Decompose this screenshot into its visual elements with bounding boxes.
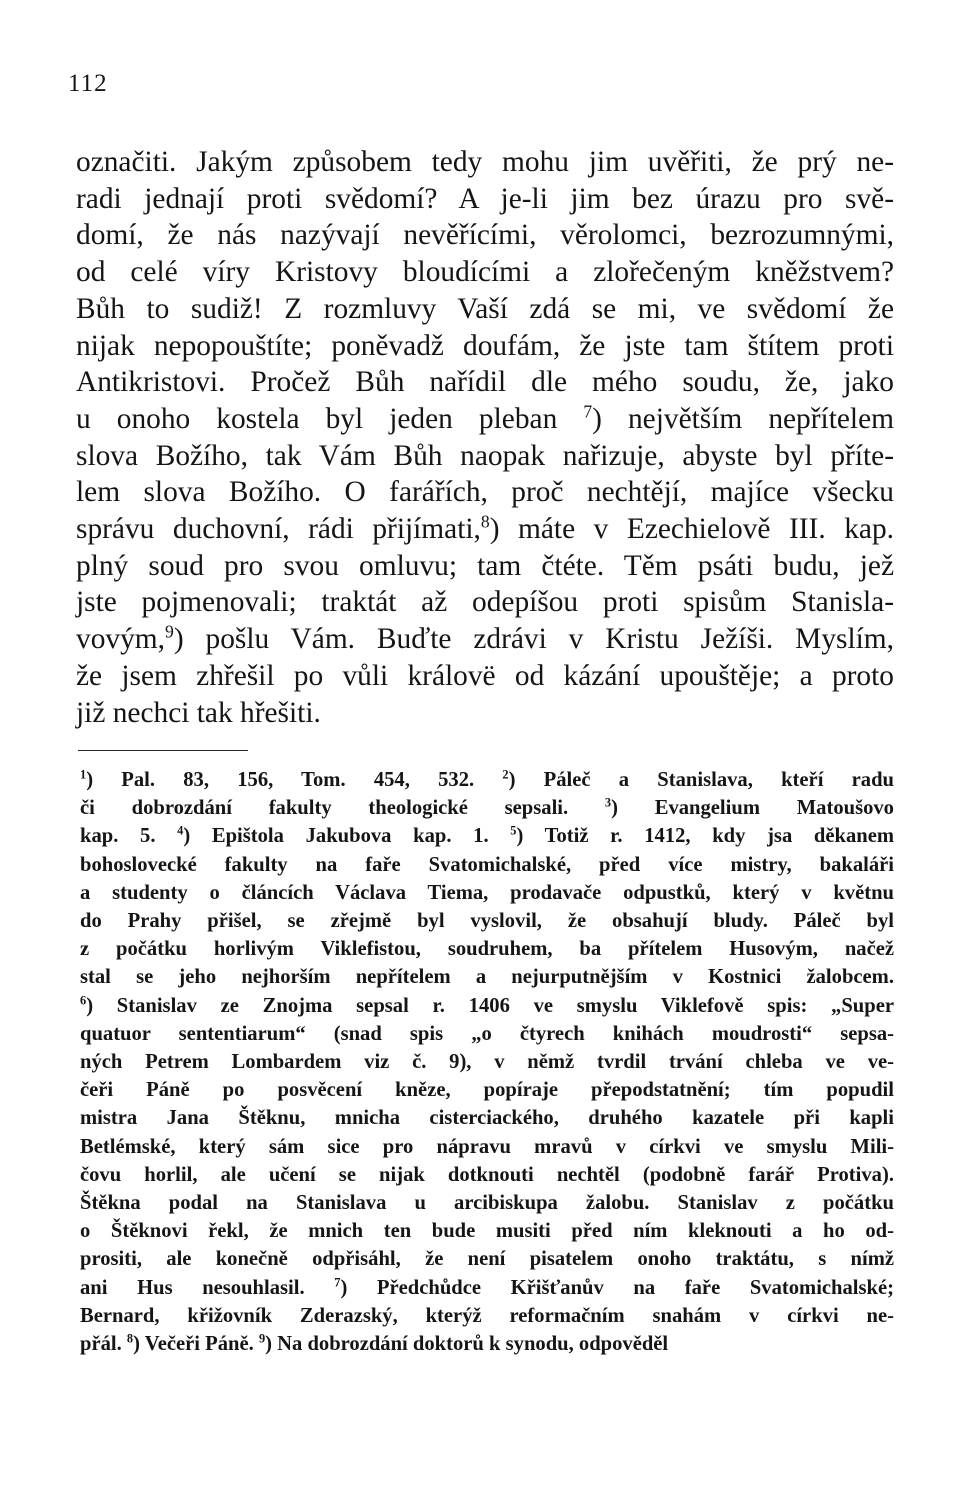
text-run: ) největším nepřítelem [592, 402, 894, 435]
footnote-line: o Štěknovi řekl, že mnich ten bude musiti před ním kleknouti a ho od- [80, 1220, 894, 1243]
text-run: ) Evangelium Matoušovo [611, 797, 894, 820]
body-text-line: lem slova Božího. O farářích, proč nechtějí, majíce všecku [76, 476, 894, 509]
footnote-line: stal se jeho nejhorším nepřítelem a nejurputnějším v Kostnici žalobcem. [80, 966, 894, 989]
footnote-marker: 8 [480, 511, 490, 532]
footnote-line: do Prahy přišel, se zřejmě byl vyslovil, že obsahují bludy. Páleč byl [80, 910, 894, 933]
body-text-line: radi jednají proti svědomí? A je-li jim bez úrazu pro svě- [76, 182, 894, 215]
footnote-line: quatuor sententiarum“ (snad spis „o čtyrech knihách moudrosti“ sepsa- [80, 1022, 894, 1045]
text-run: ) Na dobrozdání doktorů k synodu, odpověděl [265, 1333, 669, 1356]
footnote-line [80, 794, 894, 822]
text-run: kap. 5. [80, 825, 178, 848]
body-text-line [76, 511, 894, 548]
text-run: či dobrozdání fakulty theologické sepsali. [80, 797, 605, 820]
footnote-line [80, 822, 894, 850]
footnote-line: Bernard, křižovník Zderazský, kterýž reformačním snahám v církvi ne- [80, 1304, 894, 1327]
body-text-line: slova Božího, tak Vám Bůh naopak nařizuje, abyste byl příte- [76, 439, 894, 472]
footnote-marker: 7 [334, 1275, 341, 1290]
text-run: ) máte v Ezechielově III. kap. [489, 513, 894, 546]
text-run: ani Hus nesouhlasil. [80, 1276, 335, 1299]
footnotes [80, 766, 894, 1358]
body-text-line: plný soud pro svou omluvu; tam čtéte. Těm psáti budu, jež [76, 549, 894, 582]
footnote-line [80, 992, 894, 1020]
footnote-line: Štěkna podal na Stanislava u arcibiskupa žalobu. Stanislav z počátku [80, 1192, 894, 1215]
body-text-line [76, 621, 894, 658]
footnote-marker: 2 [502, 767, 509, 782]
body-text-line: že jsem zhřešil po vůli královë od kázání upouštěje; a proto [76, 659, 894, 692]
footnote-line [80, 1330, 894, 1358]
body-text-line: od celé víry Kristovy bloudícími a zlořečeným kněžstvem? [76, 256, 894, 289]
body-text-line: jste pojmenovali; traktát až odepíšou proti spisům Stanisla- [76, 586, 894, 619]
footnote-marker: 8 [126, 1331, 134, 1346]
text-run: ) Stanislav ze Znojma sepsal r. 1406 ve smyslu Viklefově spis: „Super [86, 994, 894, 1017]
body-text-line: nijak nepopouštíte; poněvadž doufám, že jste tam štítem proti [76, 329, 894, 362]
footnote-marker: 4 [177, 824, 184, 838]
text-run: ) Předchůdce Křišťanův na faře Svatomichalské; [340, 1276, 894, 1299]
body-text-line: již nechci tak hřešiti. [76, 696, 321, 729]
footnote-line: z počátku horlivým Viklefistou, soudruhem, ba přítelem Husovým, načež [80, 938, 894, 961]
footnote-marker: 3 [604, 795, 612, 810]
main-text [76, 144, 894, 731]
footnote-marker: 6 [80, 993, 87, 1008]
footnote-line [80, 766, 894, 794]
footnote-marker: 5 [510, 824, 517, 838]
text-run: u onoho kostela byl jeden pleban [76, 402, 584, 435]
text-run: správu duchovní, rádi přijímati, [76, 513, 481, 546]
footnote-line: mistra Jana Štěknu, mnicha cisterciackého, druhého kazatele při kapli [80, 1107, 894, 1130]
footnote-line: ných Petrem Lombardem viz č. 9), v němž tvrdil trvání chleba ve ve- [80, 1051, 894, 1074]
footnote-line: a studenty o článcích Václava Tiema, prodavače odpustků, který v květnu [80, 881, 894, 904]
text-run: ) Totiž r. 1412, kdy jsa děkanem [516, 825, 894, 848]
footnote-line: bohoslovecké fakulty na faře Svatomichalské, před více mistry, bakaláři [80, 853, 894, 876]
footnote-line [80, 1274, 894, 1302]
footnote-marker: 1 [80, 767, 87, 782]
text-run: ) Páleč a Stanislava, kteří radu [508, 769, 894, 791]
text-run: přál. [80, 1333, 127, 1356]
body-text-line: označiti. Jakým způsobem tedy mohu jim uvěřiti, že prý ne- [76, 146, 894, 178]
page-number: 112 [68, 70, 108, 97]
body-text-line: Bůh to sudiž! Z rozmluvy Vaší zdá se mi, ve svědomí že [76, 292, 894, 325]
body-text-line [76, 401, 894, 438]
text-run: ) Večeři Páně. [133, 1333, 259, 1356]
footnote-line: čeři Páně po posvěcení kněze, popíraje přepodstatnění; tím popudil [80, 1079, 894, 1102]
text-run: ) Pal. 83, 156, Tom. 454, 532. [86, 769, 503, 791]
footnote-line: prositi, ale konečně odpřisáhl, že není pisatelem onoho traktátu, s nímž [80, 1248, 894, 1271]
text-run: ) pošlu Vám. Buďte zdrávi v Kristu Ježíši. Myslím, [173, 623, 894, 656]
footnote-line: čovu horlil, ale učení se nijak dotknouti nechtěl (podobně farář Protiva). [80, 1163, 894, 1186]
footnote-marker: 9 [258, 1331, 266, 1346]
body-text-line: domí, že nás nazývají nevěřícími, věrolomci, bezrozumnými, [76, 219, 894, 252]
text-run: vovým, [76, 623, 165, 656]
footnote-line: Betlémské, který sám sice pro nápravu mravů v církvi ve smyslu Mili- [80, 1135, 894, 1158]
footnote-marker: 7 [583, 401, 593, 422]
text-run: ) Epištola Jakubova kap. 1. [183, 825, 511, 848]
footnote-marker: 9 [165, 621, 174, 642]
body-text-line: Antikristovi. Pročež Bůh nařídil dle mého soudu, že, jako [76, 366, 894, 399]
footnote-separator-rule [78, 750, 248, 751]
